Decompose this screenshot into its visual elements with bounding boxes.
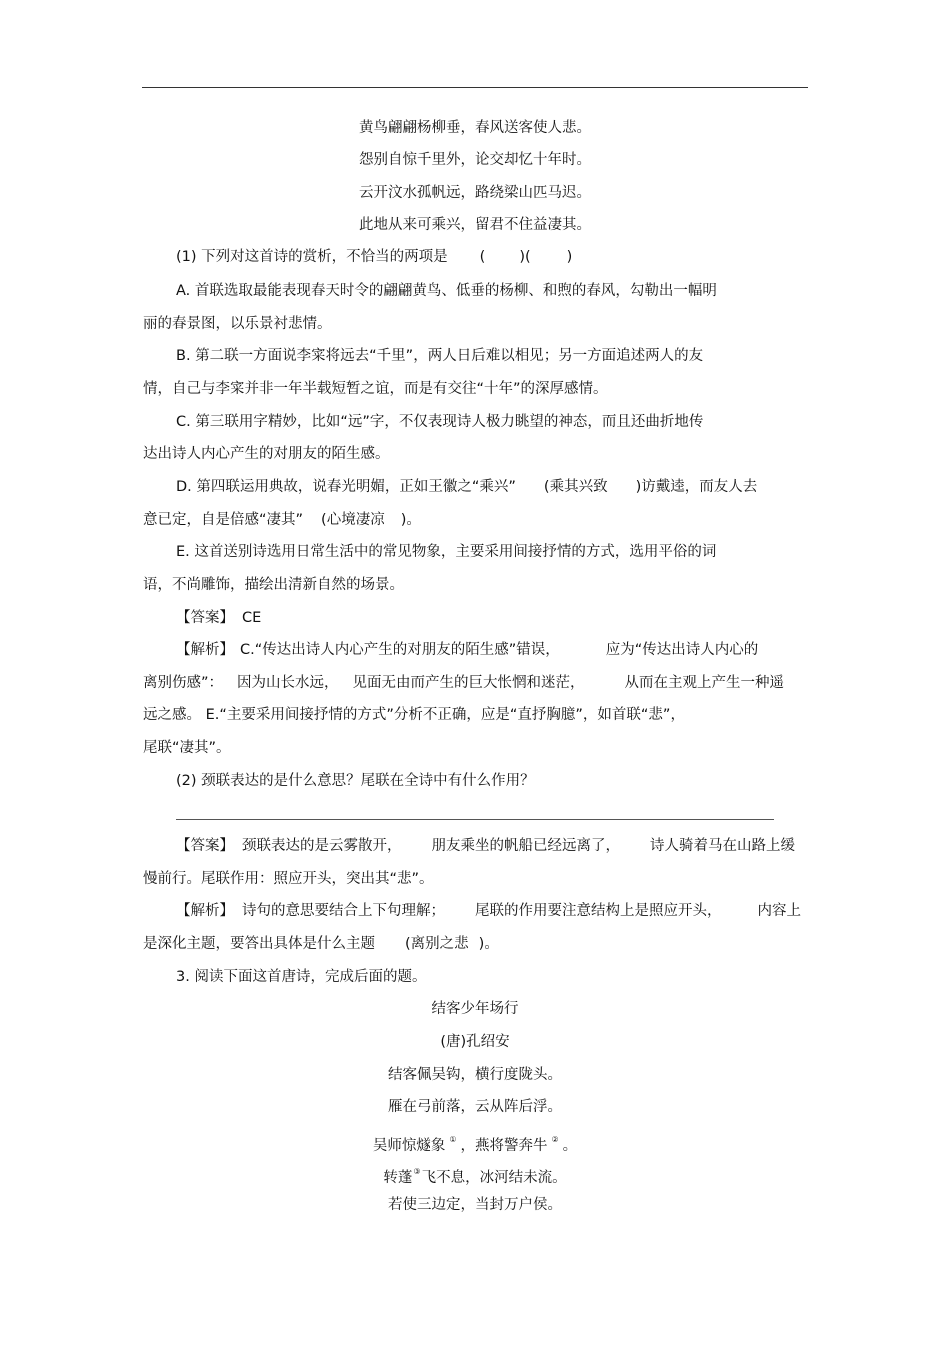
answer-text-b: 朋友乘坐的帆船已经远离了， [431, 838, 620, 854]
q2-analysis-line-1 [176, 902, 801, 920]
poem-line-1: 黄鸟翩翩杨柳垂，春风送客使人悲。 [359, 120, 591, 136]
poem2-line-4 [0, 1163, 950, 1187]
option-d-text: D. 第四联运用典故，说春光明媚，正如王徽之“乘兴” [176, 479, 516, 495]
analysis-text-a: 诗句的意思要结合上下句理解； [242, 903, 445, 919]
answer-blank-line[interactable] [176, 819, 774, 820]
poem2-line-3b: ，燕将警奔牛 [460, 1138, 548, 1154]
poem-line-4: 此地从来可乘兴，留君不住益凄其。 [359, 217, 591, 233]
option-c-line-2: 达出诗人内心产生的对朋友的陌生感。 [143, 446, 390, 462]
analysis-text-2d: 从而在主观上产生一种遥 [624, 675, 785, 691]
analysis-text-2c: 见面无由而产生的巨大怅惘和迷茫， [352, 675, 585, 691]
option-d-text-cont: )访戴逵，而友人去 [635, 479, 758, 495]
answer-label: 【答案】 [176, 838, 234, 854]
q1-analysis-line-4: 尾联“凄其”。 [143, 740, 231, 756]
answer-value: CE [242, 610, 262, 626]
option-d-line-1 [176, 478, 757, 496]
poem2-line-2: 雁在弓前落，云从阵后浮。 [388, 1099, 562, 1115]
poem2-line-3 [0, 1131, 950, 1155]
analysis-text-2a: 是深化主题，要答出具体是什么主题 [143, 936, 375, 952]
q2-answer-line-2: 慢前行。尾联作用：照应开头，突出其“悲”。 [143, 871, 434, 887]
poem2-line-4b: 飞不息，冰河结未流。 [421, 1170, 567, 1186]
poem-title: 结客少年场行 [431, 1001, 519, 1017]
question-3-stem: 3. 阅读下面这首唐诗，完成后面的题。 [176, 969, 427, 985]
analysis-text-2a: 离别伤感”： [143, 675, 224, 691]
analysis-text-c: 内容上 [757, 903, 801, 919]
analysis-text-2c: )。 [478, 936, 499, 952]
analysis-label: 【解析】 [176, 642, 234, 658]
poem2-line-1: 结客佩吴钩，横行度陇头。 [388, 1067, 562, 1083]
poem-line-3: 云开汶水孤帆远，路绕梁山匹马迟。 [359, 185, 591, 201]
answer-text-a: 颈联表达的是云雾散开， [242, 838, 402, 854]
answer-label: 【答案】 [176, 610, 234, 626]
q1-analysis-line-1 [176, 641, 758, 659]
option-e-line-2: 语，不尚雕饰，描绘出清新自然的场景。 [143, 577, 404, 593]
answer-blank-open: ( [479, 249, 486, 265]
footnote-marker-1: ① [449, 1135, 457, 1144]
analysis-text-cont: 应为“传达出诗人内心的 [605, 642, 759, 658]
option-d-end: )。 [400, 512, 421, 528]
option-b-line-2: 情，自己与李寀并非一年半载短暂之谊，而是有交往“十年”的深厚感情。 [143, 381, 608, 397]
footnote-marker-2: ② [551, 1135, 559, 1144]
option-c-line-1: C. 第三联用字精妙，比如“远”字，不仅表现诗人极力眺望的神态，而且还曲折地传 [176, 414, 704, 430]
analysis-text: C.“传达出诗人内心产生的对朋友的陌生感”错误， [240, 642, 560, 658]
question-1-text: (1) 下列对这首诗的赏析，不恰当的两项是 [176, 249, 448, 265]
analysis-label: 【解析】 [176, 903, 234, 919]
poem-author: (唐)孔绍安 [440, 1034, 510, 1050]
q1-analysis-line-3: 远之感。 E.“主要采用间接抒情的方式”分析不正确，应是“直抒胸臆”，如首联“悲”， [143, 707, 685, 723]
option-e-line-1: E. 这首送别诗选用日常生活中的常见物象，主要采用间接抒情的方式，选用平俗的词 [176, 544, 717, 560]
poem2-line-3a: 吴师惊燧象 [372, 1138, 446, 1154]
poem2-line-5: 若使三边定，当封万户侯。 [388, 1197, 562, 1213]
answer-text-c: 诗人骑着马在山路上缓 [650, 838, 795, 854]
q1-answer [176, 609, 261, 627]
poem2-line-3c: 。 [562, 1138, 578, 1154]
header-rule [142, 87, 808, 88]
option-d-line-2 [143, 511, 421, 529]
option-d-text-2: 意已定，自是倍感“凄其” [143, 512, 304, 528]
option-d-note: (乘其兴致 [543, 479, 608, 495]
analysis-text-2b: 因为山长水远， [237, 675, 339, 691]
analysis-text-2b: (离别之悲 [405, 936, 469, 952]
q1-analysis-line-2 [143, 674, 784, 692]
option-d-note-2: (心境凄凉 [321, 512, 385, 528]
footnote-marker-3: ③ [413, 1167, 421, 1176]
option-a-line-2: 丽的春景图，以乐景衬悲情。 [143, 316, 332, 332]
option-b-line-1: B. 第二联一方面说李寀将远去“千里”，两人日后难以相见；另一方面追述两人的友 [176, 348, 704, 364]
analysis-text-b: 尾联的作用要注意结构上是照应开头， [475, 903, 722, 919]
answer-blank-mid: )( [519, 249, 531, 265]
option-a-line-1: A. 首联选取最能表现春天时令的翩翩黄鸟、低垂的杨柳、和煦的春风，勾勒出一幅明 [176, 283, 717, 299]
q2-answer-line-1 [176, 837, 795, 855]
poem-line-2: 怨别自惊千里外，论交却忆十年时。 [359, 152, 591, 168]
question-2-stem: (2) 颈联表达的是什么意思？尾联在全诗中有什么作用？ [176, 773, 535, 789]
q2-analysis-line-2 [143, 935, 499, 953]
poem2-line-4a: 转蓬 [383, 1170, 413, 1186]
answer-blank-close: ) [566, 249, 573, 265]
question-1-stem [176, 248, 572, 266]
